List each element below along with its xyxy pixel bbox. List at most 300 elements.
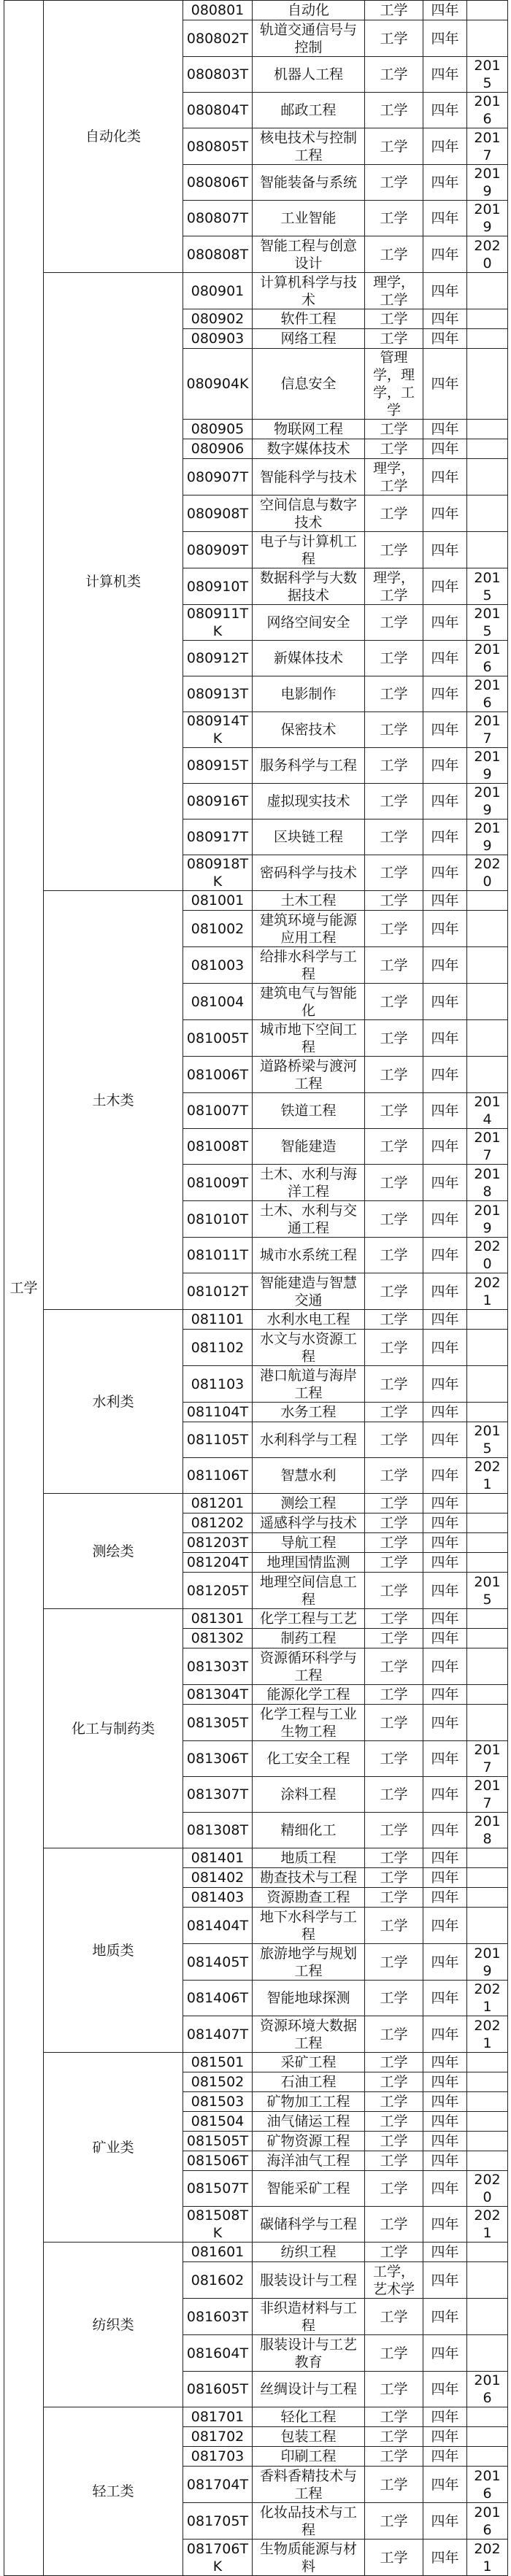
major-name-cell: 水文与水资源工程 [253,1330,365,1366]
major-code-cell: 081406T [183,1981,253,2016]
duration-cell: 四年 [423,1813,467,1848]
major-name-cell: 智能建造与智慧交通 [253,1273,365,1310]
degree-cell: 工学 [365,2335,423,2372]
degree-cell: 工学，艺术学 [365,2262,423,2299]
major-name-cell: 资源勘查工程 [253,1888,365,1908]
table-row [4,1310,508,1330]
degree-cell: 工学 [365,2092,423,2112]
degree-cell: 工学 [365,329,423,349]
year-added-cell [467,329,508,349]
year-added-cell [467,1310,508,1330]
degree-cell: 工学 [365,1422,423,1458]
duration-cell: 四年 [423,947,467,984]
major-name-cell: 测绘工程 [253,1494,365,1513]
major-name-cell: 土木、水利与交通工程 [253,1201,365,1238]
duration-cell: 四年 [423,855,467,891]
duration-cell: 四年 [423,1741,467,1777]
duration-cell: 四年 [423,1458,467,1494]
duration-cell: 四年 [423,712,467,748]
major-code-cell: 081104T [183,1403,253,1422]
major-name-cell: 水利科学与工程 [253,1422,365,1458]
major-name-cell: 遥感科学与技术 [253,1513,365,1533]
duration-cell: 四年 [423,2092,467,2112]
degree-cell: 工学 [365,1020,423,1057]
major-code-cell: 080905 [183,420,253,439]
year-added-cell: 2014 [467,1093,508,1129]
degree-cell: 工学 [365,93,423,128]
major-code-cell: 081604T [183,2335,253,2372]
major-catalog-table [4,0,508,2576]
major-name-cell: 水利水电工程 [253,1310,365,1330]
degree-cell: 理学，工学 [365,568,423,605]
duration-cell: 四年 [423,2407,467,2427]
catalog-table-body [4,1,508,2576]
major-name-cell: 智能采矿工程 [253,2171,365,2207]
major-name-cell: 城市地下空间工程 [253,1020,365,1057]
degree-cell: 工学 [365,420,423,439]
major-name-cell: 地质工程 [253,1848,365,1868]
duration-cell: 四年 [423,641,467,676]
major-code-cell: 081405T [183,1944,253,1981]
duration-cell: 四年 [423,1201,467,1238]
year-added-cell: 2015 [467,1422,508,1458]
duration-cell: 四年 [423,2171,467,2207]
year-added-cell [467,947,508,984]
degree-cell: 工学 [365,1685,423,1705]
major-name-cell: 道路桥梁与渡河工程 [253,1057,365,1093]
table-row [4,2407,508,2427]
major-name-cell: 精细化工 [253,1813,365,1848]
duration-cell: 四年 [423,2447,467,2467]
major-name-cell: 轨道交通信号与控制 [253,20,365,57]
major-name-cell: 化工安全工程 [253,1741,365,1777]
major-code-cell: 081303T [183,1648,253,1685]
year-added-cell [467,1629,508,1648]
year-added-cell [467,1705,508,1741]
year-added-cell [467,2072,508,2092]
year-added-cell: 2021 [467,2016,508,2053]
major-code-cell: 080807T [183,201,253,236]
degree-cell: 工学 [365,439,423,459]
major-code-cell: 080911TK [183,605,253,641]
year-added-cell: 2016 [467,2467,508,2503]
year-added-cell: 2016 [467,676,508,712]
degree-cell: 工学 [365,1330,423,1366]
year-added-cell: 2020 [467,236,508,273]
year-added-cell [467,2053,508,2072]
duration-cell: 四年 [423,1165,467,1201]
major-name-cell: 香料香精技术与工程 [253,2467,365,2503]
year-added-cell [467,532,508,568]
major-name-cell: 电影制作 [253,676,365,712]
major-code-cell: 080806T [183,165,253,201]
major-code-cell: 081201 [183,1494,253,1513]
major-name-cell: 区块链工程 [253,820,365,855]
year-added-cell [467,495,508,532]
table-row [4,273,508,309]
year-added-cell [467,2132,508,2151]
major-name-cell: 矿物加工工程 [253,2092,365,2112]
category-cell: 轻工类 [44,2407,183,2576]
major-name-cell: 矿物资源工程 [253,2132,365,2151]
major-name-cell: 土木工程 [253,891,365,911]
degree-cell: 工学 [365,1868,423,1888]
degree-cell: 工学 [365,748,423,784]
major-code-cell: 080804T [183,93,253,128]
major-code-cell: 081307T [183,1777,253,1813]
discipline-cell: 工学 [4,1,44,2576]
major-code-cell: 081202 [183,1513,253,1533]
degree-cell: 工学 [365,1093,423,1129]
degree-cell: 理学，工学 [365,273,423,309]
duration-cell: 四年 [423,1981,467,2016]
degree-cell: 管理学，理学，工学 [365,349,423,420]
degree-cell: 工学 [365,2112,423,2132]
year-added-cell: 2018 [467,1813,508,1848]
major-code-cell: 080903 [183,329,253,349]
year-added-cell: 2021 [467,2207,508,2243]
major-name-cell: 资源循环科学与工程 [253,1648,365,1685]
major-name-cell: 导航工程 [253,1533,365,1553]
duration-cell: 四年 [423,1533,467,1553]
degree-cell: 理学，工学 [365,459,423,495]
major-name-cell: 地理空间信息工程 [253,1573,365,1609]
duration-cell: 四年 [423,1908,467,1944]
degree-cell: 工学 [365,2171,423,2207]
year-added-cell: 2019 [467,201,508,236]
year-added-cell: 2019 [467,165,508,201]
degree-cell: 工学 [365,2132,423,2151]
major-code-cell: 081505T [183,2132,253,2151]
major-name-cell: 数据科学与大数据技术 [253,568,365,605]
degree-cell: 工学 [365,2427,423,2447]
duration-cell: 四年 [423,1777,467,1813]
degree-cell: 工学 [365,1741,423,1777]
major-code-cell: 081508TK [183,2207,253,2243]
duration-cell: 四年 [423,2072,467,2092]
major-code-cell: 081106T [183,1458,253,1494]
major-code-cell: 080803T [183,57,253,93]
major-name-cell: 工业智能 [253,201,365,236]
year-added-cell [467,420,508,439]
major-name-cell: 土木、水利与海洋工程 [253,1165,365,1201]
duration-cell: 四年 [423,165,467,201]
major-name-cell: 港口航道与海岸工程 [253,1366,365,1403]
major-name-cell: 化学工程与工业生物工程 [253,1705,365,1741]
year-added-cell [467,1057,508,1093]
year-added-cell [467,439,508,459]
degree-cell: 工学 [365,2540,423,2576]
major-code-cell: 081009T [183,1165,253,1201]
year-added-cell [467,459,508,495]
major-code-cell: 081105T [183,1422,253,1458]
major-name-cell: 邮政工程 [253,93,365,128]
major-code-cell: 080909T [183,532,253,568]
duration-cell: 四年 [423,1020,467,1057]
degree-cell: 工学 [365,1513,423,1533]
category-cell: 纺织类 [44,2243,183,2407]
duration-cell: 四年 [423,495,467,532]
degree-cell: 工学 [365,1888,423,1908]
major-code-cell: 081308T [183,1813,253,1848]
degree-cell: 工学 [365,820,423,855]
duration-cell: 四年 [423,273,467,309]
major-code-cell: 081205T [183,1573,253,1609]
degree-cell: 工学 [365,1573,423,1609]
category-cell: 矿业类 [44,2053,183,2243]
degree-cell: 工学 [365,1648,423,1685]
table-row [4,1,508,20]
year-added-cell: 2019 [467,1944,508,1981]
year-added-cell [467,2112,508,2132]
major-code-cell: 081306T [183,1741,253,1777]
duration-cell: 四年 [423,784,467,820]
degree-cell: 工学 [365,1458,423,1494]
major-code-cell: 081102 [183,1330,253,1366]
major-code-cell: 081407T [183,2016,253,2053]
degree-cell: 工学 [365,1129,423,1165]
duration-cell: 四年 [423,1366,467,1403]
year-added-cell [467,1403,508,1422]
duration-cell: 四年 [423,459,467,495]
degree-cell: 工学 [365,2243,423,2262]
duration-cell: 四年 [423,1573,467,1609]
degree-cell: 工学 [365,1908,423,1944]
degree-cell: 工学 [365,1813,423,1848]
degree-cell: 工学 [365,1273,423,1310]
duration-cell: 四年 [423,2132,467,2151]
year-added-cell: 2015 [467,1573,508,1609]
duration-cell: 四年 [423,1330,467,1366]
duration-cell: 四年 [423,1553,467,1573]
duration-cell: 四年 [423,1,467,20]
major-name-cell: 机器人工程 [253,57,365,93]
year-added-cell [467,309,508,329]
year-added-cell [467,1366,508,1403]
degree-cell: 工学 [365,855,423,891]
major-code-cell: 081401 [183,1848,253,1868]
major-name-cell: 电子与计算机工程 [253,532,365,568]
year-added-cell: 2016 [467,2372,508,2407]
year-added-cell [467,1494,508,1513]
major-code-cell: 081203T [183,1533,253,1553]
degree-cell: 工学 [365,1777,423,1813]
year-added-cell: 2019 [467,784,508,820]
major-code-cell: 081301 [183,1609,253,1629]
year-added-cell [467,1848,508,1868]
year-added-cell: 2019 [467,748,508,784]
major-name-cell: 信息安全 [253,349,365,420]
degree-cell: 工学 [365,20,423,57]
degree-cell: 工学 [365,2447,423,2467]
major-name-cell: 核电技术与控制工程 [253,128,365,165]
major-name-cell: 自动化 [253,1,365,20]
year-added-cell: 2021 [467,2540,508,2576]
major-code-cell: 080801 [183,1,253,20]
major-name-cell: 水务工程 [253,1403,365,1422]
major-code-cell: 081302 [183,1629,253,1648]
major-code-cell: 081007T [183,1093,253,1129]
major-name-cell: 建筑环境与能源应用工程 [253,911,365,947]
year-added-cell: 2016 [467,93,508,128]
major-name-cell: 制药工程 [253,1629,365,1648]
duration-cell: 四年 [423,1629,467,1648]
degree-cell: 工学 [365,57,423,93]
degree-cell: 工学 [365,201,423,236]
major-name-cell: 勘查技术与工程 [253,1868,365,1888]
major-name-cell: 包装工程 [253,2427,365,2447]
major-name-cell: 软件工程 [253,309,365,329]
degree-cell: 工学 [365,532,423,568]
major-name-cell: 智能科学与技术 [253,459,365,495]
category-cell: 自动化类 [44,1,183,273]
year-added-cell: 2021 [467,1981,508,2016]
duration-cell: 四年 [423,1310,467,1330]
major-name-cell: 服务科学与工程 [253,748,365,784]
major-code-cell: 081503 [183,2092,253,2112]
duration-cell: 四年 [423,1057,467,1093]
year-added-cell [467,2427,508,2447]
degree-cell: 工学 [365,2053,423,2072]
table-row [4,1848,508,1868]
major-code-cell: 081011T [183,1238,253,1273]
major-name-cell: 碳储科学与工程 [253,2207,365,2243]
degree-cell: 工学 [365,2072,423,2092]
duration-cell: 四年 [423,2372,467,2407]
degree-cell: 工学 [365,2299,423,2335]
degree-cell: 工学 [365,1403,423,1422]
major-code-cell: 081502 [183,2072,253,2092]
major-name-cell: 地下水科学与工程 [253,1908,365,1944]
year-added-cell: 2015 [467,605,508,641]
year-added-cell: 2018 [467,1165,508,1201]
major-code-cell: 081010T [183,1201,253,1238]
year-added-cell [467,1533,508,1553]
year-added-cell: 2017 [467,1741,508,1777]
major-name-cell: 数字媒体技术 [253,439,365,459]
major-name-cell: 计算机科学与技术 [253,273,365,309]
degree-cell: 工学 [365,605,423,641]
duration-cell: 四年 [423,349,467,420]
degree-cell: 工学 [365,947,423,984]
major-name-cell: 海洋油气工程 [253,2151,365,2171]
major-code-cell: 081504 [183,2112,253,2132]
degree-cell: 工学 [365,2503,423,2540]
degree-cell: 工学 [365,309,423,329]
degree-cell: 工学 [365,1238,423,1273]
category-cell: 化工与制药类 [44,1609,183,1848]
major-name-cell: 建筑电气与智能化 [253,984,365,1020]
major-code-cell: 081008T [183,1129,253,1165]
major-code-cell: 080914TK [183,712,253,748]
table-row [4,2243,508,2262]
duration-cell: 四年 [423,439,467,459]
degree-cell: 工学 [365,2016,423,2053]
major-name-cell: 智能地球探测 [253,1981,365,2016]
year-added-cell [467,1330,508,1366]
major-code-cell: 080913T [183,676,253,712]
year-added-cell: 2017 [467,712,508,748]
duration-cell: 四年 [423,891,467,911]
duration-cell: 四年 [423,1648,467,1685]
duration-cell: 四年 [423,1403,467,1422]
duration-cell: 四年 [423,57,467,93]
category-cell: 计算机类 [44,273,183,891]
major-code-cell: 080904K [183,349,253,420]
major-code-cell: 081002 [183,911,253,947]
duration-cell: 四年 [423,1129,467,1165]
major-name-cell: 石油工程 [253,2072,365,2092]
year-added-cell [467,1908,508,1944]
duration-cell: 四年 [423,128,467,165]
duration-cell: 四年 [423,1513,467,1533]
year-added-cell [467,1553,508,1573]
duration-cell: 四年 [423,2467,467,2503]
major-name-cell: 生物质能源与材料 [253,2540,365,2576]
degree-cell: 工学 [365,1310,423,1330]
category-cell: 测绘类 [44,1494,183,1609]
year-added-cell [467,2447,508,2467]
duration-cell: 四年 [423,2335,467,2372]
duration-cell: 四年 [423,1868,467,1888]
duration-cell: 四年 [423,2112,467,2132]
major-name-cell: 密码科学与技术 [253,855,365,891]
major-code-cell: 080805T [183,128,253,165]
duration-cell: 四年 [423,820,467,855]
major-name-cell: 油气储运工程 [253,2112,365,2132]
duration-cell: 四年 [423,236,467,273]
major-code-cell: 081101 [183,1310,253,1330]
year-added-cell [467,273,508,309]
duration-cell: 四年 [423,1609,467,1629]
year-added-cell [467,2243,508,2262]
year-added-cell [467,1,508,20]
degree-cell: 工学 [365,784,423,820]
major-name-cell: 非织造材料与工程 [253,2299,365,2335]
major-code-cell: 081506T [183,2151,253,2171]
year-added-cell [467,20,508,57]
degree-cell: 工学 [365,1553,423,1573]
major-code-cell: 081402 [183,1868,253,1888]
year-added-cell [467,984,508,1020]
year-added-cell [467,1648,508,1685]
table-row [4,1609,508,1629]
major-code-cell: 080906 [183,439,253,459]
major-name-cell: 能源化学工程 [253,1685,365,1705]
degree-cell: 工学 [365,2151,423,2171]
year-added-cell: 2020 [467,2171,508,2207]
major-code-cell: 080918TK [183,855,253,891]
major-code-cell: 081501 [183,2053,253,2072]
major-name-cell: 服装设计与工艺教育 [253,2335,365,2372]
year-added-cell [467,1020,508,1057]
duration-cell: 四年 [423,1238,467,1273]
degree-cell: 工学 [365,1533,423,1553]
major-name-cell: 空间信息与数字技术 [253,495,365,532]
major-code-cell: 081005T [183,1020,253,1057]
year-added-cell [467,2407,508,2427]
major-name-cell: 网络工程 [253,329,365,349]
major-name-cell: 网络空间安全 [253,605,365,641]
degree-cell: 工学 [365,1629,423,1648]
degree-cell: 工学 [365,1201,423,1238]
major-code-cell: 081507T [183,2171,253,2207]
duration-cell: 四年 [423,605,467,641]
major-name-cell: 化学工程与工艺 [253,1609,365,1629]
major-code-cell: 081004 [183,984,253,1020]
year-added-cell: 2015 [467,57,508,93]
major-name-cell: 轻化工程 [253,2407,365,2427]
